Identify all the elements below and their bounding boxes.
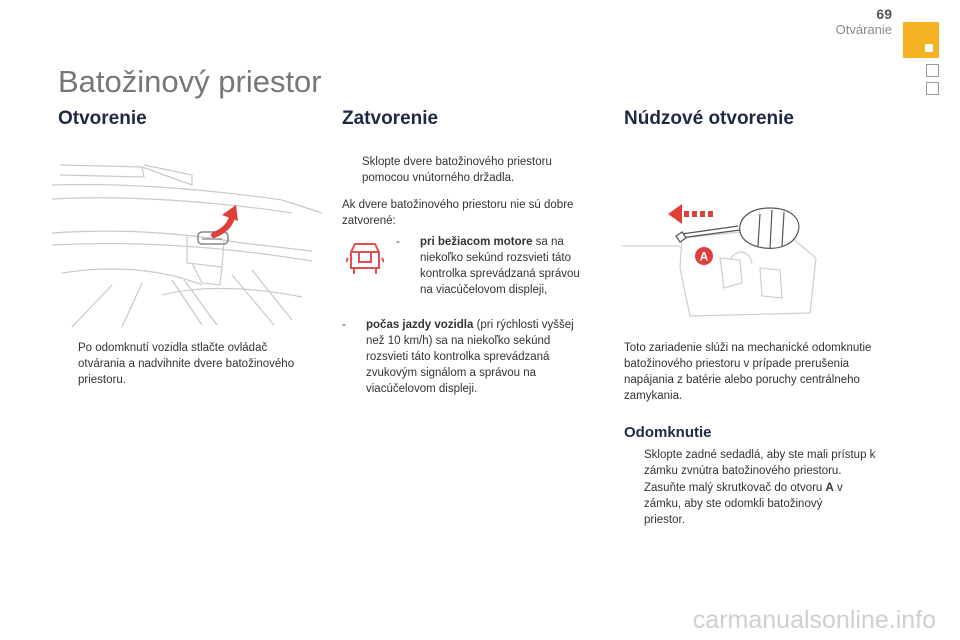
zatvorenie-instruction: Sklopte dvere batožinového priestoru pomocou vnútorného držadla. xyxy=(362,156,552,184)
chapter-tab-outline-1 xyxy=(926,64,939,77)
chapter-tab-square xyxy=(925,44,933,52)
section-title-zatvorenie: Zatvorenie xyxy=(342,108,439,129)
open-trunk-warning-icon xyxy=(346,238,384,280)
watermark: carmanualsonline.info xyxy=(692,606,936,634)
insert-arrow-icon xyxy=(668,204,713,224)
trunk-opening-illustration xyxy=(52,155,324,330)
zatvorenie-condition: Ak dvere batožinového priestoru nie sú dobre zatvorené: xyxy=(342,199,574,227)
subsection-title-odomknutie: Odomknutie xyxy=(624,424,712,441)
chapter-tab-outline-2 xyxy=(926,82,939,95)
section-title-nudzove-otvorenie: Núdzové otvorenie xyxy=(624,108,794,129)
page-title: Batožinový priestor xyxy=(58,64,322,99)
otvorenie-instruction: Po odomknutí vozidla stlačte ovládač otvárania a nadvihnite dvere batožinového priestoru. xyxy=(78,342,295,386)
label-a-text: A xyxy=(699,249,709,264)
odomknutie-step-2: Zasuňte malý skrutkovač do otvoru A v zámku, aby ste odomkli batožinový priestor. xyxy=(644,482,843,526)
chapter-tab xyxy=(903,22,939,58)
odomknutie-step-1: Sklopte zadné sedadlá, aby ste mali prístup k zámku zvnútra batožinového priestoru. xyxy=(644,449,876,477)
emergency-unlock-illustration xyxy=(620,188,820,323)
lift-arrow-icon xyxy=(214,205,238,235)
warning-driving: - počas jazdy vozidla (pri rýchlosti vyššej než 10 km/h) sa na niekoľko sekúnd rozsvieti táto kontrolka sprevádzaná zvukovým signálom a správou na viacúčelovom displeji. xyxy=(342,319,574,395)
page-number: 69 xyxy=(876,6,892,22)
warning-running-engine: - pri bežiacom motore sa na niekoľko sekúnd rozsvieti táto kontrolka sprevádzaná správou na viacúčelovom displeji, xyxy=(396,236,580,296)
chapter-label: Otváranie xyxy=(835,22,892,37)
section-title-otvorenie: Otvorenie xyxy=(58,108,147,129)
nudzove-description: Toto zariadenie slúži na mechanické odomknutie batožinového priestoru v prípade prerušenia napájania z batérie alebo poruchy centrálneho zamykania. xyxy=(624,342,872,402)
